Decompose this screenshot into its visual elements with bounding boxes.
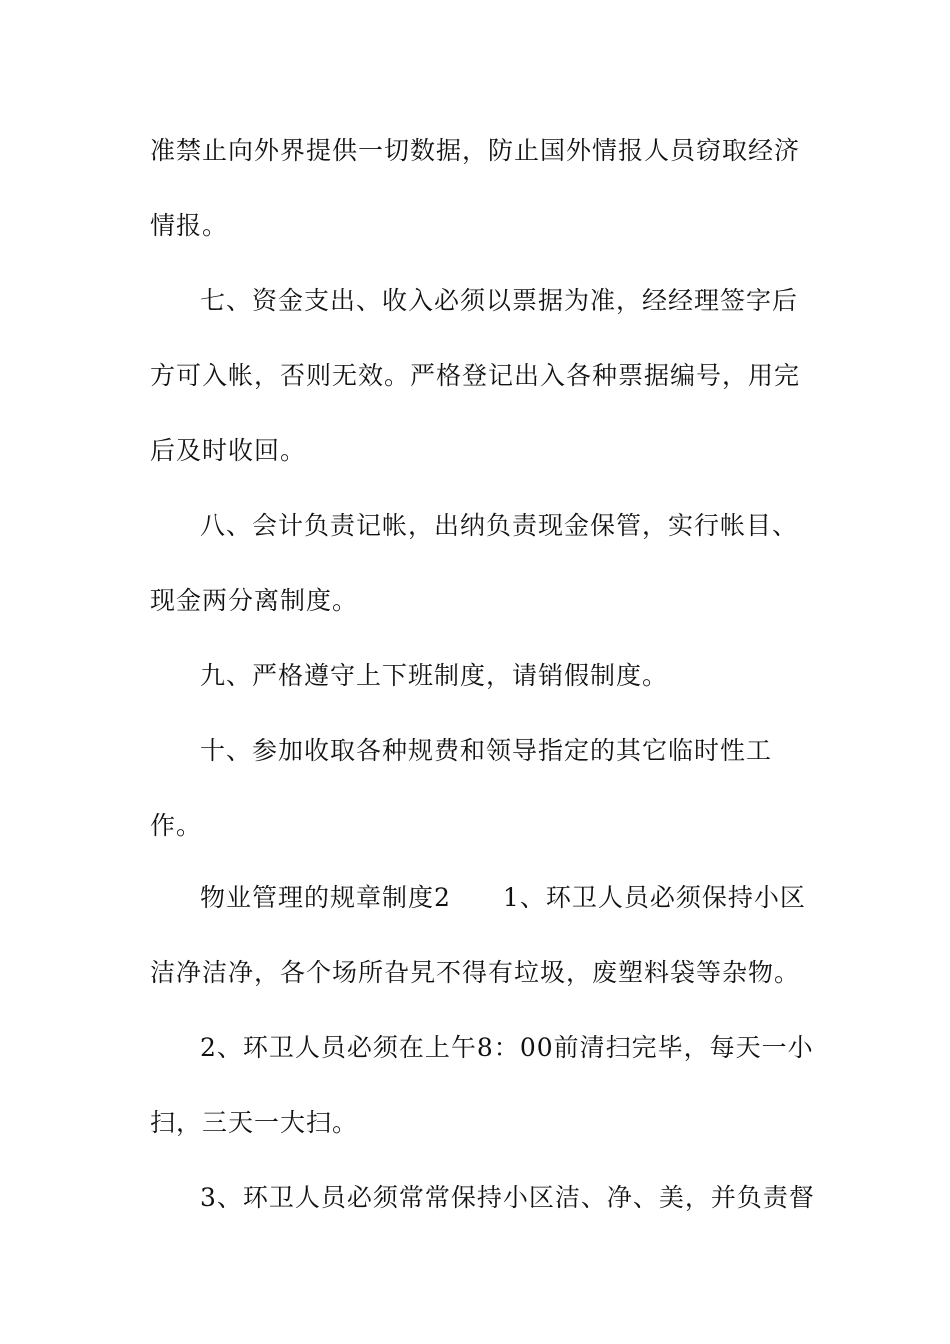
rule-2-line: 2、环卫人员必须在上午8：00前清扫完毕，每天一小: [200, 1033, 814, 1062]
text-line: 准禁止向外界提供一切数据，防止国外情报人员窃取经济: [150, 136, 801, 165]
section-heading-line: 物业管理的规章制度2 1、环卫人员必须保持小区: [200, 883, 806, 912]
paragraph-8-line: 八、会计负责记帐，出纳负责现金保管，实行帐目、: [200, 511, 799, 540]
text-line: 方可入帐，否则无效。严格登记出入各种票据编号，用完: [150, 361, 801, 390]
text-line: 洁净洁净，各个场所旮旯不得有垃圾，废塑料袋等杂物。: [150, 958, 801, 987]
text-line: 扫，三天一大扫。: [150, 1108, 359, 1137]
paragraph-9-line: 九、严格遵守上下班制度，请销假制度。: [200, 661, 669, 690]
paragraph-10-line: 十、参加收取各种规费和领导指定的其它临时性工: [200, 736, 773, 765]
text-line: 后及时收回。: [150, 436, 307, 465]
paragraph-7-line: 七、资金支出、收入必须以票据为准，经经理签字后: [200, 286, 799, 315]
rule-3-line: 3、环卫人员必须常常保持小区洁、净、美，并负责督: [200, 1183, 815, 1212]
text-line: 现金两分离制度。: [150, 586, 359, 615]
text-line: 作。: [150, 811, 203, 840]
text-line: 情报。: [150, 211, 229, 240]
